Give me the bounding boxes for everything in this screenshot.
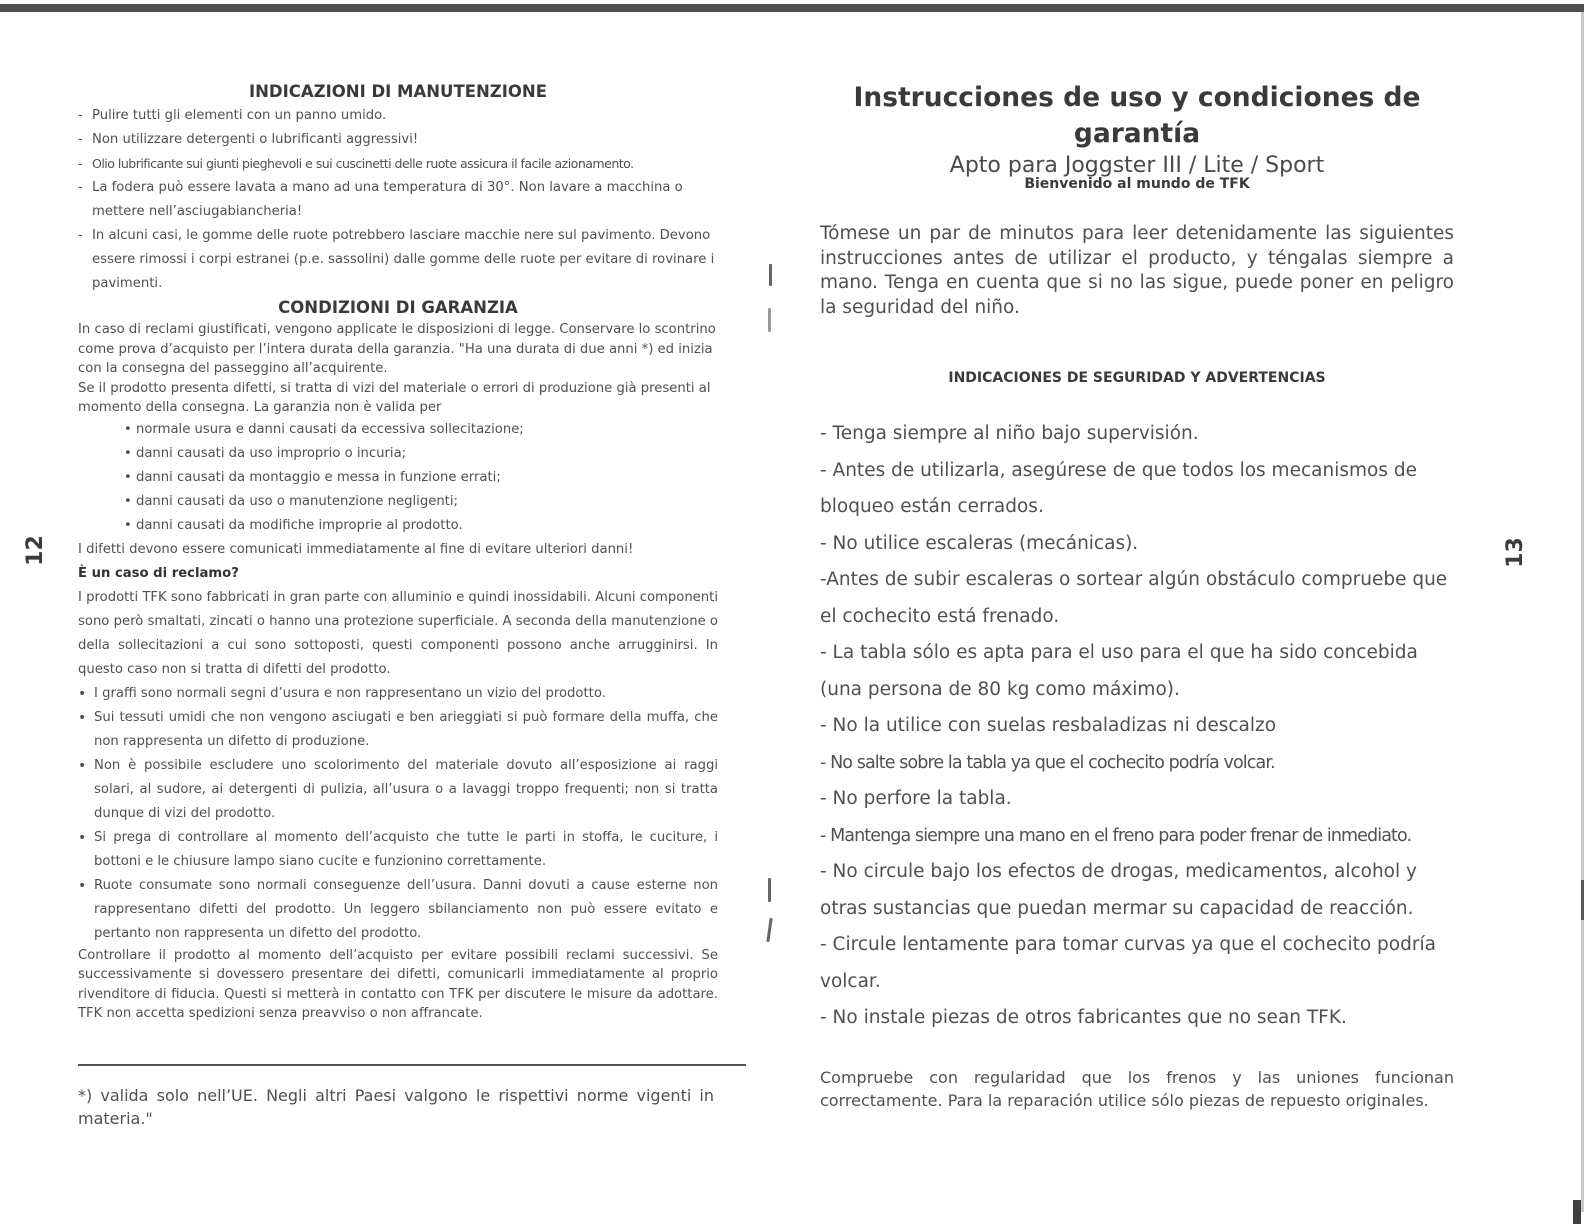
maintenance-item: - Olio lubrificante sui giunti pieghevoli e sui cuscinetti delle ruote assicura il facile azionamento. bbox=[78, 152, 718, 176]
safety-line: bloqueo están cerrados. bbox=[820, 496, 1044, 517]
right-page bbox=[820, 80, 1454, 1110]
left-page bbox=[78, 80, 718, 1024]
safety-line: - No la utilice con suelas resbaladizas ni descalzo bbox=[820, 715, 1277, 736]
claim-point: • Si prega di controllare al momento dell’acquisto che tutte le parti in stoffa, le cuciture, i bottoni e le chiusure lampo siano cucite e funzionino correttamente. bbox=[78, 826, 718, 874]
safety-line: otras sustancias que puedan mermar su capacidad de reacción. bbox=[820, 897, 1414, 919]
scan-top-border bbox=[0, 4, 1584, 12]
maintenance-list bbox=[78, 104, 718, 296]
page-number-right: 13 bbox=[1502, 537, 1528, 568]
safety-list bbox=[820, 416, 1454, 1037]
claim-heading: È un caso di reclamo? bbox=[78, 565, 239, 581]
welcome-heading: Bienvenido al mundo de TFK bbox=[1024, 176, 1250, 192]
safety-line: - Tenga siempre al niño bajo supervisión. bbox=[820, 423, 1199, 444]
safety-line: (una persona de 80 kg como máximo). bbox=[820, 678, 1180, 700]
safety-line: - No perfore la tabla. bbox=[820, 788, 1012, 809]
safety-line: - No circule bajo los efectos de drogas, medicamentos, alcohol y bbox=[820, 861, 1417, 882]
warranty-defects: Se il prodotto presenta difetti, si tratta di vizi del materiale o errori di produzione già presenti al momento della consegna. La garanzia non è valida per bbox=[78, 380, 711, 415]
scan-corner-mark bbox=[1573, 1200, 1581, 1224]
exclusion-item: • normale usura e danni causati da eccessiva sollecitazione; bbox=[124, 418, 718, 442]
safety-line: - La tabla sólo es apta para el uso para el que ha sido concebida bbox=[820, 642, 1418, 663]
safety-line: - Antes de utilizarla, asegúrese de que todos los mecanismos de bbox=[820, 459, 1417, 481]
safety-line: el cochecito está frenado. bbox=[820, 605, 1060, 627]
footnote: *) valida solo nell’UE. Negli altri Paesi valgono le rispettivi norme vigenti in materia." bbox=[78, 1086, 714, 1128]
exclusion-item: • danni causati da uso improprio o incuria; bbox=[124, 442, 718, 466]
exclusion-item: • danni causati da uso o manutenzione negligenti; bbox=[124, 490, 718, 514]
claim-point: • Non è possibile escludere uno scolorimento del materiale dovuto all’esposizione ai raggi solari, al sudore, ai detergenti di pulizia, all’usura o a lavaggi troppo frequenti; non si tratta dunque di vizi del prodotto. bbox=[78, 754, 718, 826]
exclusion-item: • danni causati da modifiche improprie al prodotto. bbox=[124, 514, 718, 538]
maintenance-item: - La fodera può essere lavata a mano ad una temperatura di 30°. Non lavare a macchina o mettere nell’asciugabiancheria! bbox=[78, 176, 718, 224]
claim-text: I prodotti TFK sono fabbricati in gran parte con alluminio e quindi inossidabili. Alcuni componenti sono però smaltati, zincati o hanno una protezione superficiale. A seconda della manutenzione o della sollecitazioni a cui sono sottoposti, questi componenti possono anche arrugginirsi. In questo caso non si tratta di difetti del prodotto. bbox=[78, 589, 718, 677]
maintenance-item: - In alcuni casi, le gomme delle ruote potrebbero lasciare macchie nere sul pavimento. Devono essere rimossi i corpi estranei (p.e. sassolini) dalle gomme delle ruote per evitare di rovinare i pavimenti. bbox=[78, 224, 718, 296]
claim-points bbox=[78, 682, 718, 946]
document-title: Instrucciones de uso y condiciones de garantía bbox=[853, 82, 1421, 149]
safety-line: -Antes de subir escaleras o sortear algún obstáculo compruebe que bbox=[820, 569, 1448, 590]
safety-line: - No salte sobre la tabla ya que el cochecito podría volcar. bbox=[820, 752, 1275, 773]
claim-closing: Controllare il prodotto al momento dell’acquisto per evitare possibili reclami successivi. Se successivamente si dovessero presentare dei difetti, comunicarli immediatamente al proprio rivenditore di fiducia. Questi si metterà in contatto con TFK per discutere le misure da adottare. TFK non accetta spedizioni senza preavviso o non affrancate. bbox=[78, 947, 718, 1021]
maintenance-heading: INDICAZIONI DI MANUTENZIONE bbox=[248, 82, 547, 101]
safety-line: - No utilice escaleras (mecánicas). bbox=[820, 532, 1139, 554]
claim-point: • Ruote consumate sono normali conseguenze dell’usura. Danni dovuti a cause esterne non rappresentano difetti del prodotto. Un leggero sbilanciamento non può essere evitato e pertanto non rappresenta un difetto del prodotto. bbox=[78, 874, 718, 946]
footnote-divider bbox=[78, 1064, 746, 1066]
page-number-left: 12 bbox=[22, 535, 48, 566]
warranty-exclusions bbox=[78, 418, 718, 538]
gutter-mark bbox=[766, 918, 772, 942]
safety-line: - Circule lentamente para tomar curvas ya que el cochecito podría bbox=[820, 934, 1436, 955]
warranty-heading: CONDIZIONI DI GARANZIA bbox=[278, 298, 518, 317]
exclusion-item: • danni causati da montaggio e messa in funzione errati; bbox=[124, 466, 718, 490]
closing-paragraph: Compruebe con regularidad que los frenos y las uniones funcionan correctamente. Para la reparación utilice sólo piezas de repuesto originales. bbox=[820, 1068, 1454, 1110]
safety-line: volcar. bbox=[820, 970, 881, 992]
intro-paragraph: Tómese un par de minutos para leer detenidamente las siguientes instrucciones antes de utilizar el producto, y téngalas siempre a mano. Tenga en cuenta que si no las sigue, puede poner en peligro la seguridad del niño. bbox=[820, 223, 1454, 318]
document-subtitle: Apto para Joggster III / Lite / Sport bbox=[949, 153, 1325, 178]
gutter-mark bbox=[769, 264, 772, 286]
warranty-intro: In caso di reclami giustificati, vengono applicate le disposizioni di legge. Conservare lo scontrino come prova d’acquisto per l’intera durata della garanzia. "Ha una durata di due anni *) ed inizia con la consegna del passeggino all’acquirente. bbox=[78, 322, 716, 376]
warranty-notice: I difetti devono essere comunicati immediatamente al fine di evitare ulteriori danni! bbox=[78, 541, 634, 557]
safety-line: - Mantenga siempre una mano en el freno para poder frenar de inmediato. bbox=[820, 825, 1412, 846]
maintenance-item: - Pulire tutti gli elementi con un panno umido. bbox=[78, 104, 718, 128]
gutter-mark bbox=[768, 878, 771, 902]
safety-heading: INDICACIONES DE SEGURIDAD Y ADVERTENCIAS bbox=[948, 370, 1326, 386]
safety-line: - No instale piezas de otros fabricantes que no sean TFK. bbox=[820, 1007, 1347, 1028]
maintenance-item: - Non utilizzare detergenti o lubrificanti aggressivi! bbox=[78, 128, 718, 152]
claim-point: • I graffi sono normali segni d’usura e non rappresentano un vizio del prodotto. bbox=[78, 682, 718, 706]
gutter-mark bbox=[768, 308, 771, 332]
claim-point: • Sui tessuti umidi che non vengono asciugati e ben arieggiati si può formare della muffa, che non rappresenta un difetto di produzione. bbox=[78, 706, 718, 754]
